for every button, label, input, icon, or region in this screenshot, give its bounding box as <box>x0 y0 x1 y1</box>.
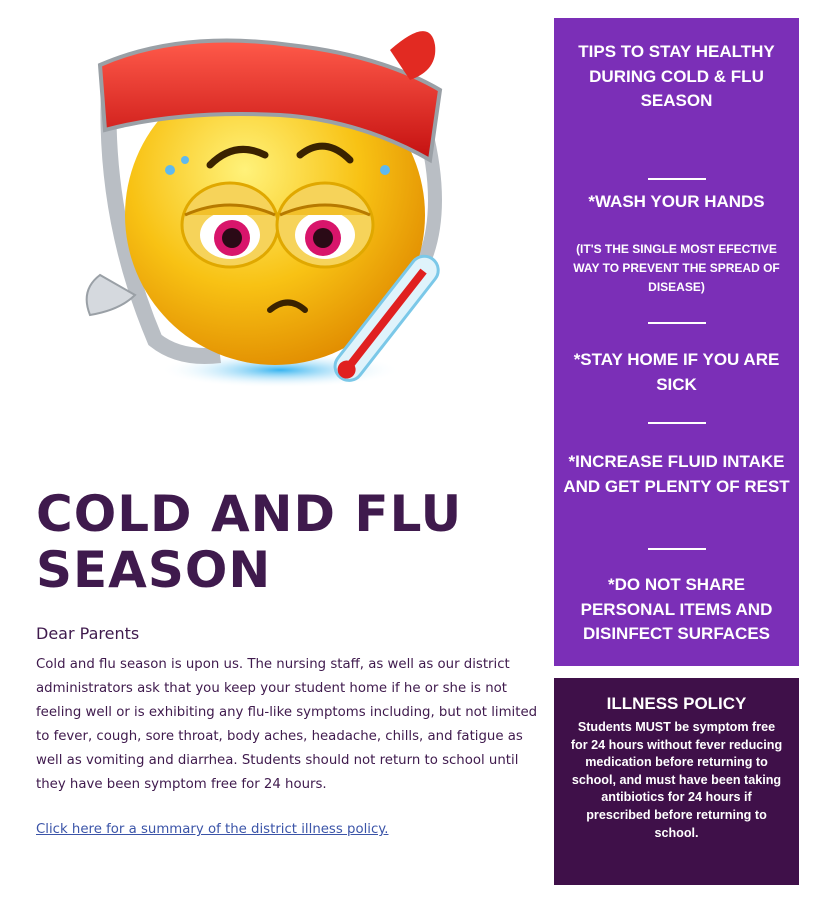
page-title-line-2: SEASON <box>36 541 272 599</box>
illness-policy-panel <box>554 678 799 885</box>
tips-divider <box>648 548 706 550</box>
letter-body: Cold and flu season is upon us. The nursing staff, as well as our district administrators ask that you keep your student home if he or she is not feeling well or is exhibiting any flu-like symptoms including, but not limited to fever, cough, sore throat, body aches, headache, chills, and fatigue as well as vomiting and diarrhea. Students should not return to school until they have been symptom free for 24 hours. <box>36 657 538 792</box>
tips-divider <box>648 178 706 180</box>
tip-no-sharing: *DO NOT SHARE PERSONAL ITEMS AND DISINFECT SURFACES <box>580 575 773 643</box>
tip-fluids-rest: *INCREASE FLUID INTAKE AND GET PLENTY OF REST <box>563 452 790 496</box>
illness-policy-title: ILLNESS POLICY <box>606 694 747 713</box>
tips-divider <box>648 422 706 424</box>
page-title-line-1: COLD AND FLU <box>36 485 463 543</box>
page-title <box>36 486 536 598</box>
tips-title: TIPS TO STAY HEALTHY DURING COLD & FLU SEASON <box>578 42 775 110</box>
tip-wash-hands-note: (IT'S THE SINGLE MOST EFECTIVE WAY TO PREVENT THE SPREAD OF DISEASE) <box>573 242 780 294</box>
tip-stay-home: *STAY HOME IF YOU ARE SICK <box>573 350 780 394</box>
sick-emoji-with-thermometer-icon <box>60 10 500 430</box>
tips-panel <box>554 18 799 666</box>
tip-wash-hands: *WASH YOUR HANDS <box>588 192 765 211</box>
letter-greeting: Dear Parents <box>36 624 140 643</box>
tips-divider <box>648 322 706 324</box>
illness-policy-link[interactable]: Click here for a summary of the district illness policy. <box>36 822 389 837</box>
illness-policy-text: Students MUST be symptom free for 24 hours without fever reducing medication before returning to school, and must have been taking antibiotics for 24 hours if prescribed before returning to school. <box>570 720 783 840</box>
